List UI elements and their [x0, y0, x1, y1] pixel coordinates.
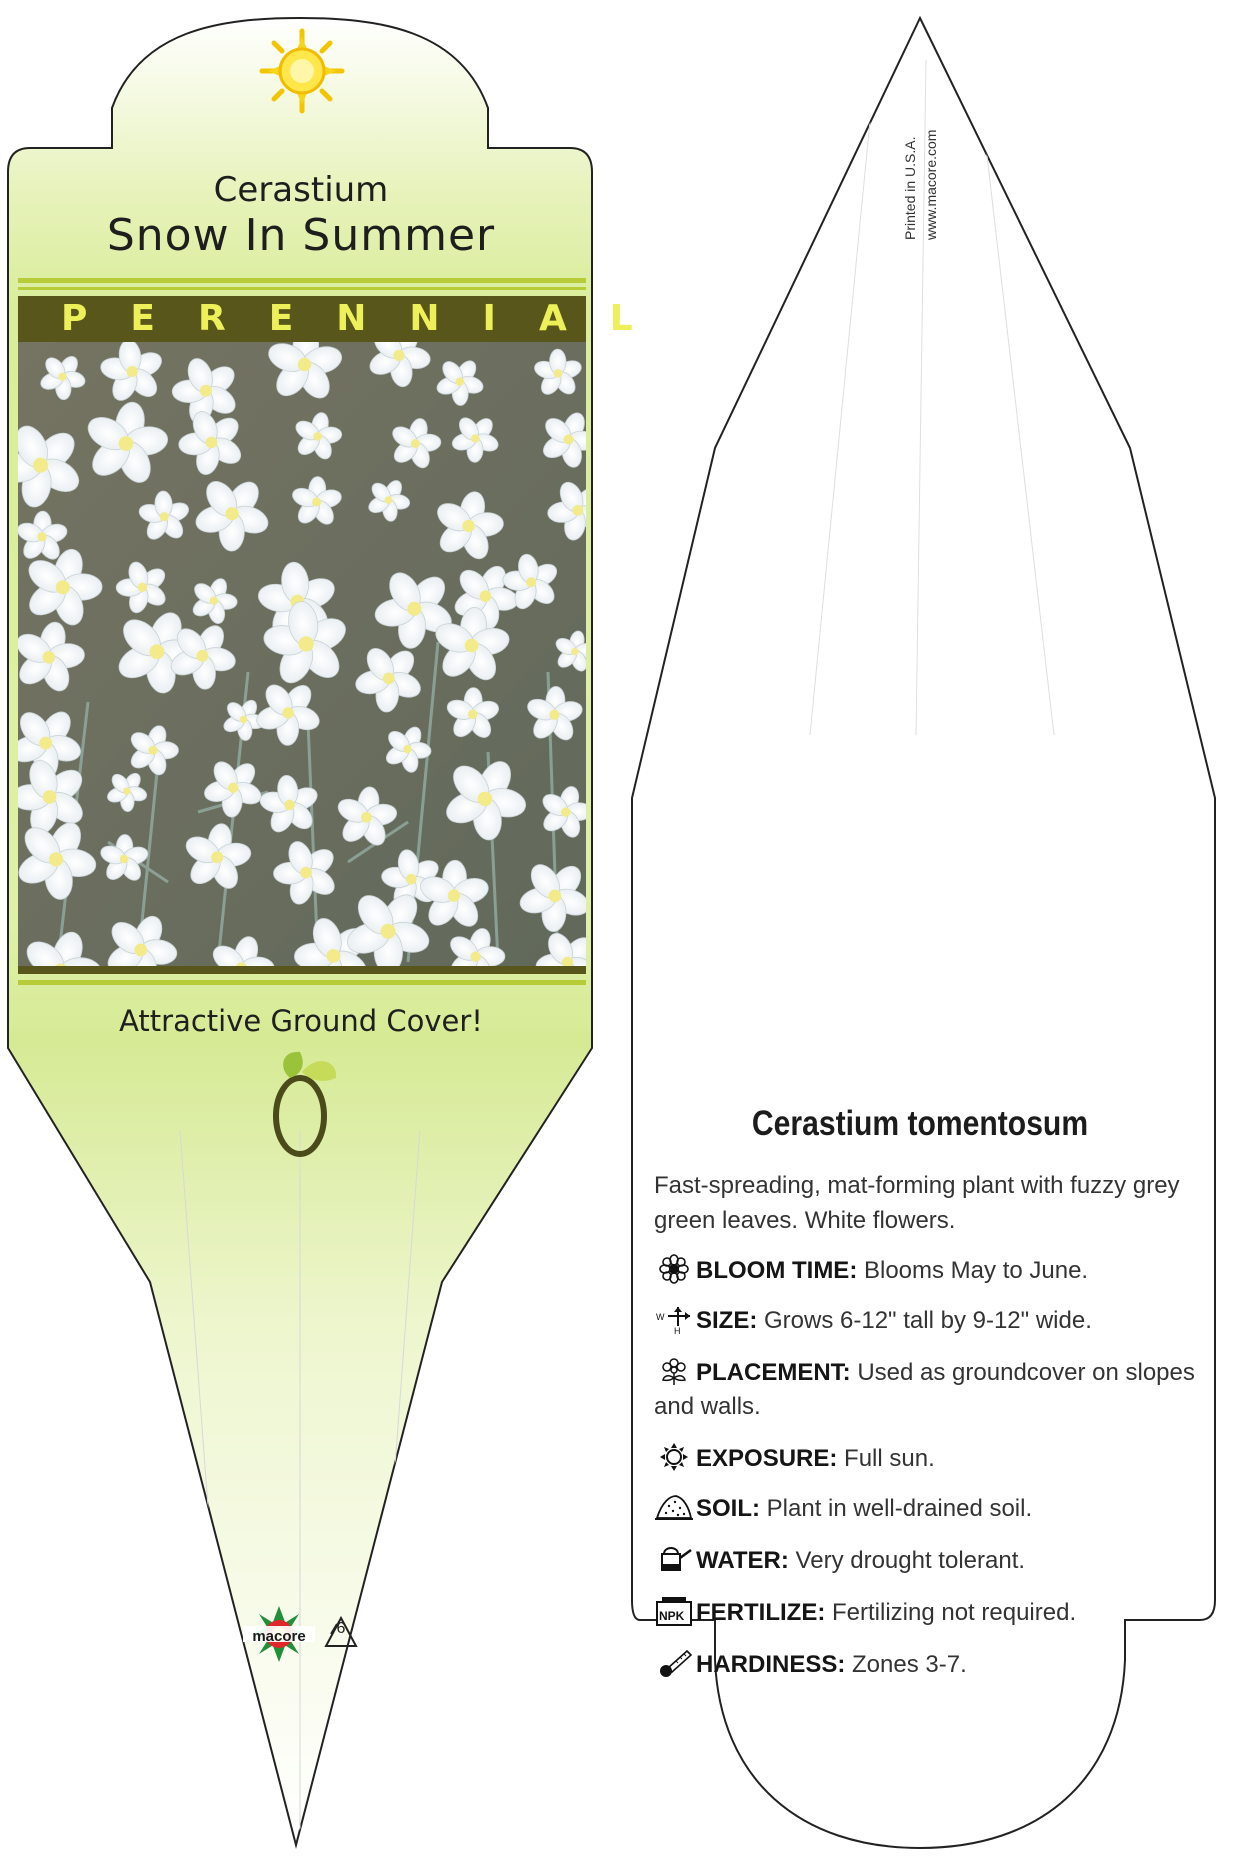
- species-name: Cerastium tomentosum: [751, 1104, 1089, 1143]
- sun-outline-icon: [654, 1442, 694, 1472]
- recycle-code: 6: [336, 1620, 346, 1637]
- sun-icon: [262, 31, 342, 111]
- exposure-row: [654, 1442, 1214, 1476]
- size-text: Grows 6-12" tall by 9-12" wide.: [764, 1307, 1092, 1334]
- size-row: [654, 1304, 1214, 1338]
- bloom-time-row: [654, 1254, 1214, 1288]
- soil-pile-icon: [654, 1492, 694, 1522]
- common-name: Snow In Summer: [106, 210, 496, 261]
- water-label: WATER:: [696, 1547, 789, 1574]
- placement-label: PLACEMENT:: [696, 1359, 851, 1386]
- fertilize-row: [654, 1596, 1214, 1630]
- plant-icon: [654, 1356, 694, 1386]
- watering-can-icon: [654, 1544, 694, 1574]
- size-label: SIZE:: [696, 1307, 758, 1334]
- size-icon-h: H: [674, 1326, 681, 1334]
- soil-text: Plant in well-drained soil.: [766, 1495, 1033, 1522]
- placement-row: [654, 1356, 1214, 1424]
- plant-photo: [18, 342, 586, 966]
- soil-row: [654, 1492, 1214, 1526]
- water-row: [654, 1544, 1214, 1578]
- hardiness-text: Zones 3-7.: [852, 1651, 967, 1678]
- fertilize-text: Fertilizing not required.: [832, 1599, 1077, 1626]
- water-text: Very drought tolerant.: [795, 1547, 1026, 1574]
- flower-icon: [654, 1254, 694, 1284]
- category-label: PERENNIAL: [61, 298, 676, 339]
- website: www.macore.com: [923, 129, 939, 240]
- size-arrows-icon: [654, 1304, 694, 1334]
- fertilize-label: FERTILIZE:: [696, 1599, 826, 1626]
- npk-icon-text: NPK: [659, 1609, 685, 1623]
- plant-description: Fast-spreading, mat-forming plant with fuzzy grey green leaves. White flowers.: [654, 1172, 1180, 1234]
- print-origin: Printed in U.S.A.: [902, 136, 918, 240]
- bloom-label: BLOOM TIME:: [696, 1257, 858, 1284]
- hardiness-label: HARDINESS:: [696, 1651, 846, 1678]
- tagline: Attractive Ground Cover!: [119, 1004, 483, 1038]
- thermometer-icon: [654, 1648, 694, 1678]
- placement-text: Used as groundcover on slopes and walls.: [654, 1359, 1195, 1420]
- size-icon-w: W: [656, 1312, 665, 1322]
- back-tag: [620, 0, 1233, 1865]
- npk-icon: [654, 1596, 694, 1626]
- bloom-text: Blooms May to June.: [863, 1257, 1089, 1284]
- hardiness-row: [654, 1648, 1214, 1682]
- soil-label: SOIL:: [696, 1495, 760, 1522]
- exposure-text: Full sun.: [844, 1445, 935, 1472]
- print-note: [900, 90, 952, 250]
- brand-name: macore: [252, 1628, 306, 1645]
- genus-name: Cerastium: [213, 170, 389, 210]
- exposure-label: EXPOSURE:: [696, 1445, 838, 1472]
